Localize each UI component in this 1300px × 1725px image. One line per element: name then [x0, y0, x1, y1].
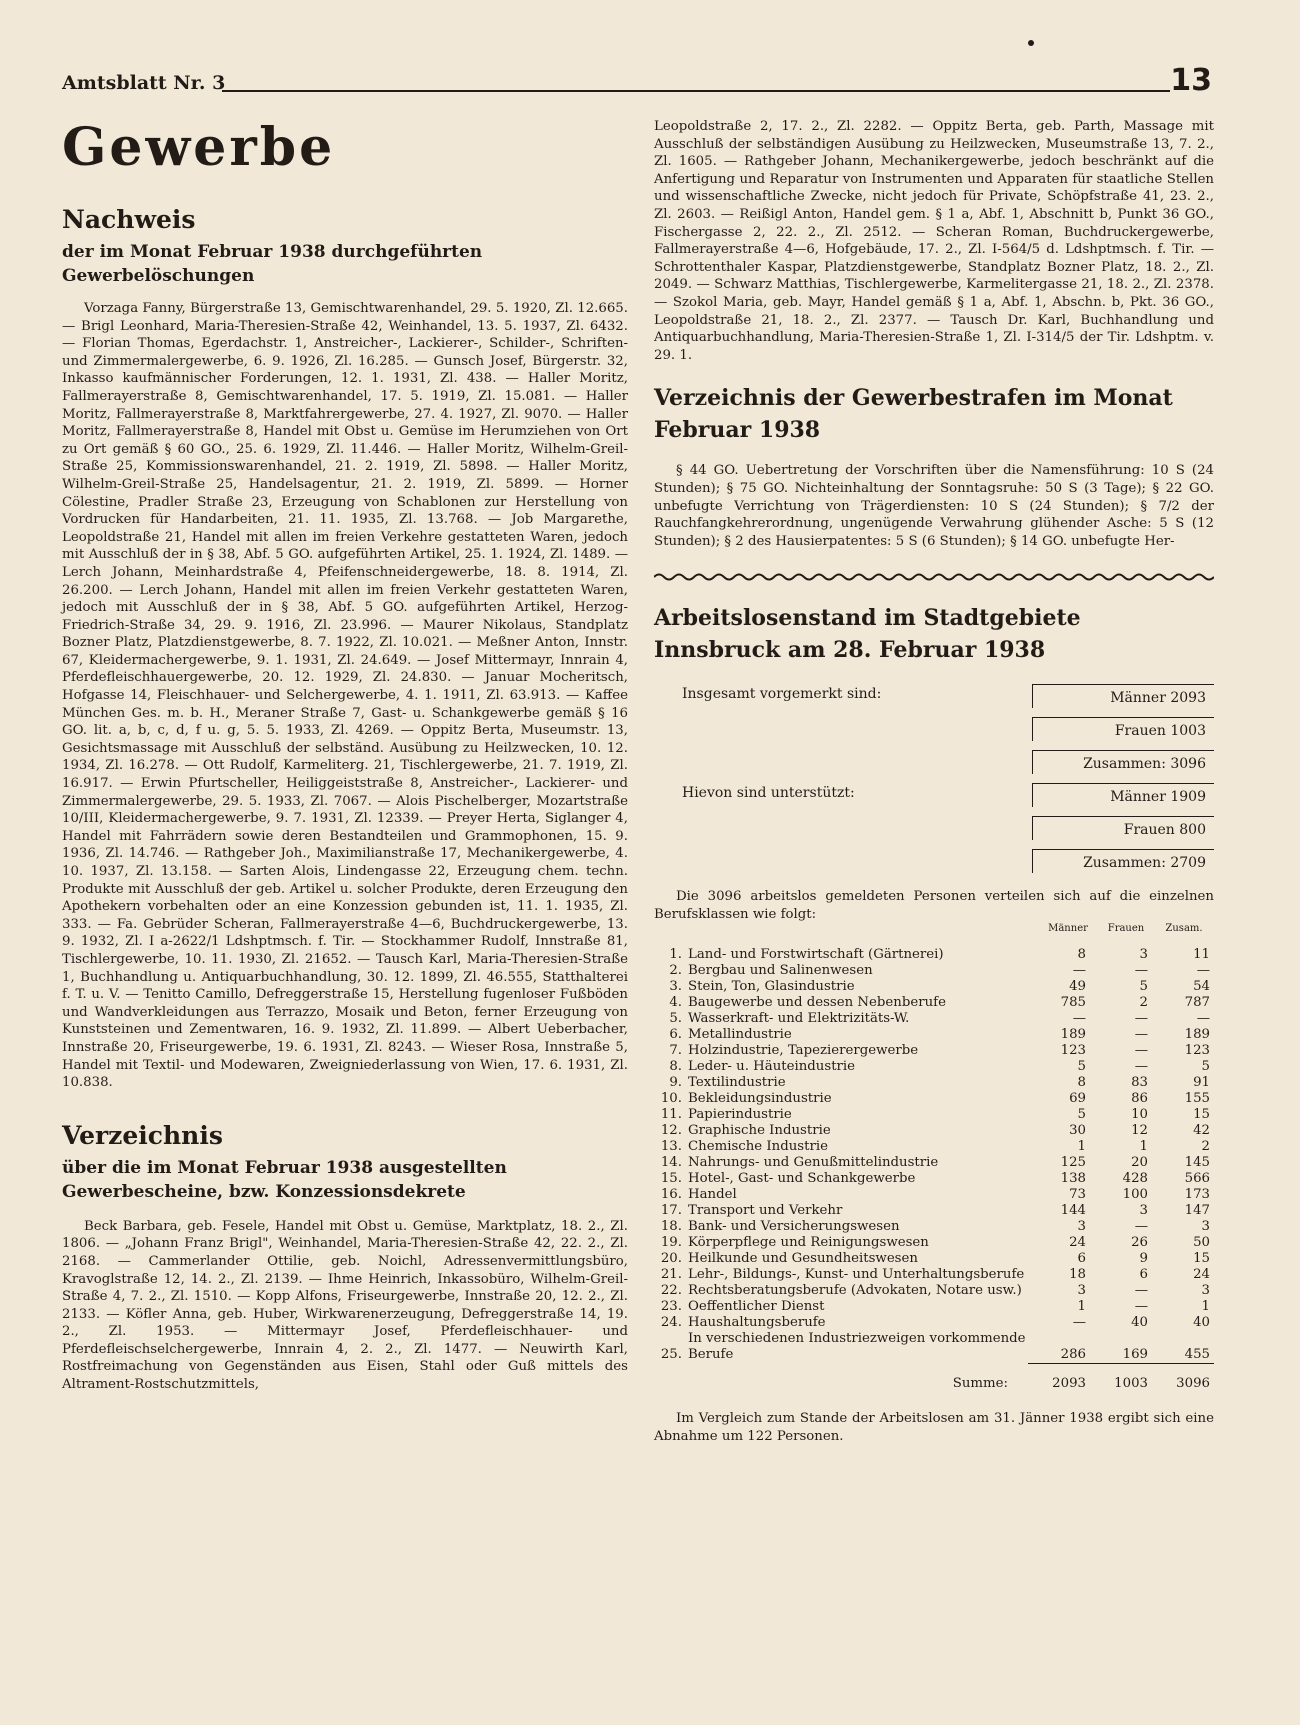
row-label: Bergbau und Salinenwesen: [688, 963, 873, 979]
sum-label: Summe:: [952, 1375, 1008, 1391]
row-men: 1: [1077, 1139, 1086, 1155]
penalties-text: § 44 GO. Uebertretung der Vorschriften über die Namensführung: 10 S (24 Stunden); § 75 GO. Nichteinhaltung der Sonntagsruhe: 50 S (3 Tage); § 22 GO. unbefugte Verrichtung von Trägerdiensten: 10 S (24 Stunden); § 7/2 der Rauchfangkehrerordnung, ungenügende Verwahrung glühender Asche: 5 S (12 Stunden); § 2 des Hausierpatentes: 5 S (6 Stunden); § 14 GO. unbefugte Her-: [654, 463, 1214, 549]
row-women: 10: [1131, 1107, 1148, 1123]
row-sum: 42: [1193, 1123, 1210, 1139]
totals-block: [654, 682, 1214, 880]
row-number: 16.: [660, 1187, 682, 1203]
table-row: [654, 1283, 1214, 1299]
row-label: Holzindustrie, Tapezierergewerbe: [688, 1043, 919, 1059]
row-label: Nahrungs- und Genußmittelindustrie: [688, 1155, 939, 1171]
row-number: 24.: [660, 1315, 682, 1331]
column-headers: [654, 923, 1214, 943]
row-number: 1.: [669, 947, 682, 963]
row-men: 8: [1077, 1075, 1086, 1091]
licenses-text-continued: Leopoldstraße 2, 17. 2., Zl. 2282. — Oppitz Berta, geb. Parth, Massage mit Ausschluß der selbständigen Ausübung zu Heilzwecken, Museumstraße 13, 7. 2., Zl. 1605. — Rathgeber Johann, Mechanikergewerbe, jedoch beschränkt auf die Anfertigung und Reparatur von Instrumenten und Apparaten für staatliche Stellen und wissenschaftliche Zwecke, nicht jedoch für Private, Schöpfstraße 41, 23. 2., Zl. 2603. — Reißigl Anton, Handel gem. § 1 a, Abf. 1, Abschnitt b, Punkt 36 GO., Fischergasse 2, 22. 2., Zl. 2512. — Scheran Roman, Buchdruckergewerbe, Fallmerayerstraße 4—6, Hofgebäude, 17. 2., Zl. I-564/5 d. Ldshptmsch. f. Tir. — Schrottenthaler Kaspar, Platzdienstgewerbe, Standplatz Bozner Platz, 18. 2., Zl. 2049. — Schwarz Matthias, Tischlergewerbe, Karmelitergasse 21, 18. 2., Zl. 2378. — Szokol Maria, geb. Mayr, Handel gemäß § 1 a, Abf. 1, Abschn. b, Pkt. 36 GO., Leopoldstraße 21, 18. 2., Zl. 2377. — Tausch Dr. Karl, Buchhandlung und Antiquarbuchhandlung, Maria-Theresien-Straße 1, Zl. I-314/5 der Tir. Ldshptm. v. 29. 1.: [654, 119, 1214, 363]
row-women: 428: [1122, 1171, 1148, 1187]
row-label: Bank- und Versicherungswesen: [688, 1219, 900, 1235]
wavy-divider: [654, 572, 1214, 582]
licenses-subtitle: über die im Monat Februar 1938 ausgestellten Gewerbescheine, bzw. Konzessionsdekrete: [62, 1157, 507, 1202]
row-label: Rechtsberatungsberufe (Advokaten, Notare usw.): [688, 1283, 1022, 1299]
sum-row: [654, 1363, 1214, 1392]
row-women: 2: [1139, 995, 1148, 1011]
table-row: [654, 1123, 1214, 1139]
table-row: [654, 1139, 1214, 1155]
row-label: Heilkunde und Gesundheitswesen: [688, 1251, 918, 1267]
col-men: Männer: [1048, 923, 1088, 935]
row-women: —: [1134, 1299, 1148, 1315]
table-row: [654, 1203, 1214, 1219]
row-label: Bekleidungsindustrie: [688, 1091, 832, 1107]
row-label: Wasserkraft- und Elektrizitäts-W.: [688, 1011, 910, 1027]
table-row: [654, 1107, 1214, 1123]
row-label: Metallindustrie: [688, 1027, 792, 1043]
table-row: [654, 1219, 1214, 1235]
row-women: 100: [1122, 1187, 1148, 1203]
row-men: 73: [1069, 1187, 1086, 1203]
row-label: Graphische Industrie: [688, 1123, 831, 1139]
row-number: 22.: [660, 1283, 682, 1299]
row-number: 10.: [660, 1091, 682, 1107]
licenses-text: Beck Barbara, geb. Fesele, Handel mit Obst u. Gemüse, Marktplatz, 18. 2., Zl. 1806. — „Johann Franz Brigl", Weinhandel, Maria-Theresien-Straße 42, 22. 2., Zl. 2168. — Cammerlander Ottilie, geb. Noichl, Adressenvermittlungsbüro, Kravoglstraße 12, 14. 2., Zl. 2139. — Ihme Heinrich, Inkassobüro, Wilhelm-Greil-Straße 4, 7. 2., Zl. 1510. — Kopp Alfons, Friseurgewerbe, Innstraße 20, 12. 2., Zl. 2133. — Köfler Anna, geb. Huber, Wirkwarenerzeugung, Defreggerstraße 14, 19. 2., Zl. 1953. — Mittermayr Josef, Pferdefleischhauer- und Pferdefleischselchergewerbe, Innrain 4, 2. 2., Zl. 1477. — Neuwirth Karl, Rostfreimachung von Gegenständen aus Eisen, Stahl oder Guß mittels des Altrament-Rostschutzmittels,: [62, 1218, 628, 1393]
licenses-title: Verzeichnis: [62, 1120, 223, 1150]
sum-men: 2093: [1028, 1363, 1090, 1392]
row-number: 20.: [660, 1251, 682, 1267]
table-row: [654, 1171, 1214, 1187]
row-sum: 2: [1201, 1139, 1210, 1155]
deletions-text: Vorzaga Fanny, Bürgerstraße 13, Gemischtwarenhandel, 29. 5. 1920, Zl. 12.665. — Brigl Leonhard, Maria-Theresien-Straße 42, Weinhandel, 13. 5. 1937, Zl. 6432. — Florian Thomas, Egerdachstr. 1, Anstreicher-, Lackierer-, Schilder-, Schriften- und Zimmermalergewerbe, 6. 9. 1926, Zl. 16.285. — Gunsch Josef, Bürgerstr. 32, Inkasso kaufmännischer Forderungen, 12. 1. 1931, Zl. 438. — Haller Moritz, Fallmerayerstraße 8, Gemischtwarenhandel, 17. 5. 1919, Zl. 15.081. — Haller Moritz, Fallmerayerstraße 8, Marktfahrergewerbe, 27. 4. 1927, Zl. 9070. — Haller Moritz, Fallmerayerstraße 8, Handel mit Obst u. Gemüse im Herumziehen von Ort zu Ort gemäß § 60 GO., 25. 6. 1929, Zl. 11.446. — Haller Moritz, Wilhelm-Greil-Straße 25, Kommissionswarenhandel, 21. 2. 1919, Zl. 5898. — Haller Moritz, Wilhelm-Greil-Straße 25, Handelsagentur, 21. 2. 1919, Zl. 5899. — Horner Cölestine, Pradler Straße 23, Erzeugung von Schablonen zur Herstellung von Vordrucken für Handarbeiten, 21. 11. 1935, Zl. 13.768. — Job Margarethe, Leopoldstraße 21, Handel mit allen im freien Verkehre gestatteten Waren, jedoch mit Ausschluß der in § 38, Abf. 5 GO. aufgeführten Artikel, 25. 1. 1924, Zl. 1489. — Lerch Johann, Meinhardstraße 4, Pfeifenschneidergewerbe, 18. 8. 1914, Zl. 26.200. — Lerch Johann, Handel mit allen im freien Verkehr gestatteten Waren, jedoch mit Ausschluß der in § 38, Abf. 5 GO. aufgeführten Artikel, Herzog-Friedrich-Straße 34, 29. 9. 1916, Zl. 23.996. — Maurer Nikolaus, Standplatz Bozner Platz, Platzdienstgewerbe, 8. 7. 1922, Zl. 10.021. — Meßner Anton, Innstr. 67, Kleidermachergewerbe, 9. 1. 1931, Zl. 24.649. — Josef Mittermayr, Innrain 4, Pferdefleischhauergewerbe, 20. 12. 1929, Zl. 24.830. — Januar Mocheritsch, Hofgasse 14, Fleischhauer- und Selchergewerbe, 4. 1. 1911, Zl. 63.913. — Kaffee München Ges. m. b. H., Meraner Straße 7, Gast- u. Schankgewerbe gemäß § 16 GO. lit. a, b, c, d, f u. g, 5. 5. 1933, Zl. 4269. — Oppitz Berta, Museumstr. 13, Gesichtsmassage mit Ausschluß der selbständ. Ausübung zu Heilzwecken, 10. 12. 1934, Zl. 16.278. — Ott Rudolf, Karmeliterg. 21, Tischlergewerbe, 21. 7. 1919, Zl. 16.917. — Erwin Pfurtscheller, Heiliggeiststraße 8, Anstreicher-, Lackierer- und Zimmermalergewerbe, 29. 5. 1933, Zl. 7067. — Alois Pischelberger, Mozartstraße 10/III, Kleidermachergewerbe, 9. 7. 1931, Zl. 12339. — Preyer Herta, Siglanger 4, Handel mit Fahrrädern sowie deren Bestandteilen und Grammophonen, 15. 9. 1936, Zl. 14.746. — Rathgeber Joh., Maximilianstraße 17, Mechanikergewerbe, 4. 10. 1937, Zl. 13.158. — Sarten Alois, Lindengasse 22, Erzeugung chem. techn. Produkte mit Ausschluß der geb. Artikel u. solcher Produkte, deren Erzeugung den Apothekern vorbehalten oder an eine Konzession gebunden ist, 11. 1. 1935, Zl. 333. — Fa. Gebrüder Scheran, Fallmerayerstraße 4—6, Buchdruckergewerbe, 13. 9. 1932, Zl. I a-2622/1 Ldshptmsch. f. Tir. — Stockhammer Rudolf, Innstraße 81, Tischlergewerbe, 10. 11. 1930, Zl. 21652. — Tausch Karl, Maria-Theresien-Straße 1, Buchhandlung u. Antiquarbuchhandlung, 30. 12. 1899, Zl. 46.555, Statthalterei f. T. u. V. — Tenitto Camillo, Defreggerstraße 15, Herstellung fugenloser Fußböden und Wandverkleidungen aus Terrazzo, Mosaik und Beton, ferner Erzeugung von Kunststeinen und Zementwaren, 16. 9. 1932, Zl. 11.899. — Albert Ueberbacher, Innstraße 20, Friseurgewerbe, 19. 6. 1931, Zl. 8243. — Wieser Rosa, Innstraße 5, Handel mit Textil- und Modewaren, Zweigniederlassung von Wien, 17. 6. 1931, Zl. 10.838.: [62, 301, 628, 1091]
table-row: [654, 1043, 1214, 1059]
supported-women: Frauen 800: [1032, 816, 1214, 840]
row-sum: 50: [1193, 1235, 1210, 1251]
occupation-table: [654, 947, 1214, 1392]
row-label: Leder- u. Häuteindustrie: [688, 1059, 856, 1075]
table-row: [654, 1027, 1214, 1043]
row-women: —: [1134, 963, 1148, 979]
row-number: 4.: [669, 995, 682, 1011]
supported-men: Männer 1909: [1032, 783, 1214, 807]
row-number: 15.: [660, 1171, 682, 1187]
row-sum: 155: [1184, 1091, 1210, 1107]
row-number: 21.: [660, 1267, 682, 1283]
row-label: Stein, Ton, Glasindustrie: [688, 979, 855, 995]
sum-women: 1003: [1090, 1363, 1152, 1392]
col-sum: Zusam.: [1165, 923, 1203, 935]
left-column: [62, 118, 628, 1394]
table-row: [654, 1059, 1214, 1075]
total-label: Insgesamt vorgemerkt sind:: [682, 686, 882, 703]
row-sum: 24: [1193, 1267, 1210, 1283]
row-women: 40: [1131, 1315, 1148, 1331]
row-men: 5: [1077, 1059, 1086, 1075]
table-row: [654, 1251, 1214, 1267]
row-sum: 189: [1184, 1027, 1210, 1043]
row-label: Papierindustrie: [688, 1107, 792, 1123]
table-row: [654, 1235, 1214, 1251]
penalties-title: Verzeichnis der Gewerbestrafen im Monat Februar 1938: [654, 385, 1173, 444]
row-sum: 173: [1184, 1187, 1210, 1203]
row-women: —: [1134, 1043, 1148, 1059]
row-men: 8: [1077, 947, 1086, 963]
table-row: [654, 1011, 1214, 1027]
row-number: 9.: [669, 1075, 682, 1091]
row-label: Körperpflege und Reinigungswesen: [688, 1235, 929, 1251]
row-sum: 91: [1193, 1075, 1210, 1091]
total-men: Männer 2093: [1032, 684, 1214, 708]
row-label: Hotel-, Gast- und Schankgewerbe: [688, 1171, 916, 1187]
row-men: 189: [1060, 1027, 1086, 1043]
row-number: 13.: [660, 1139, 682, 1155]
total-sum: Zusammen: 3096: [1032, 750, 1214, 774]
row-women: 3: [1139, 947, 1148, 963]
table-row: [654, 1075, 1214, 1091]
row-men: 286: [1060, 1346, 1086, 1362]
distribution-text: Die 3096 arbeitslos gemeldeten Personen verteilen sich auf die einzelnen Berufsklassen wie folgt:: [654, 889, 1214, 922]
row-women: —: [1134, 1011, 1148, 1027]
row-women: 20: [1131, 1155, 1148, 1171]
row-number: 6.: [669, 1027, 682, 1043]
row-label: Handel: [688, 1187, 737, 1203]
table-row: [654, 979, 1214, 995]
row-women: —: [1134, 1283, 1148, 1299]
row-men: —: [1072, 1315, 1086, 1331]
row-number: 18.: [660, 1219, 682, 1235]
row-men: 138: [1060, 1171, 1086, 1187]
row-sum: 1: [1201, 1299, 1210, 1315]
row-number: 23.: [660, 1299, 682, 1315]
row-number: 19.: [660, 1235, 682, 1251]
row-men: 24: [1069, 1235, 1086, 1251]
ink-dot: [1028, 40, 1034, 46]
row-label: Lehr-, Bildungs-, Kunst- und Unterhaltungsberufe: [688, 1267, 1025, 1283]
row-label: Haushaltungsberufe: [688, 1315, 826, 1331]
row-women: —: [1134, 1027, 1148, 1043]
row-label: Textilindustrie: [688, 1075, 786, 1091]
table-row: [654, 1155, 1214, 1171]
row-label: Oeffentlicher Dienst: [688, 1299, 825, 1315]
total-women: Frauen 1003: [1032, 717, 1214, 741]
row-sum: —: [1196, 963, 1210, 979]
row-number: 25.: [660, 1347, 682, 1363]
row-women: 1: [1139, 1139, 1148, 1155]
table-row: [654, 963, 1214, 979]
row-sum: 123: [1184, 1043, 1210, 1059]
row-sum: 566: [1184, 1171, 1210, 1187]
col-women: Frauen: [1107, 923, 1145, 935]
row-men: 1: [1077, 1299, 1086, 1315]
supported-sum: Zusammen: 2709: [1032, 849, 1214, 873]
row-number: 2.: [669, 963, 682, 979]
header-rule: [222, 90, 1170, 92]
row-label: Land- und Forstwirtschaft (Gärtnerei): [688, 947, 944, 963]
main-title: Gewerbe: [62, 117, 336, 178]
row-sum: 15: [1193, 1107, 1210, 1123]
row-women: 5: [1139, 979, 1148, 995]
row-number: 12.: [660, 1123, 682, 1139]
row-sum: 3: [1201, 1219, 1210, 1235]
right-column: [654, 118, 1214, 1458]
row-number: 14.: [660, 1155, 682, 1171]
row-women: 86: [1131, 1091, 1148, 1107]
table-row: [654, 947, 1214, 963]
comparison-text: Im Vergleich zum Stande der Arbeitslosen am 31. Jänner 1938 ergibt sich eine Abnahme um 122 Personen.: [654, 1410, 1214, 1444]
row-number: 7.: [669, 1043, 682, 1059]
row-men: 69: [1069, 1091, 1086, 1107]
row-women: 6: [1139, 1267, 1148, 1283]
row-women: 12: [1131, 1123, 1148, 1139]
row-men: 18: [1069, 1267, 1086, 1283]
table-row: [654, 1315, 1214, 1331]
supported-label: Hievon sind unterstützt:: [682, 785, 855, 802]
row-number: 8.: [669, 1059, 682, 1075]
row-number: 3.: [669, 979, 682, 995]
header-title: Amtsblatt Nr. 3: [62, 72, 226, 94]
table-row: [654, 995, 1214, 1011]
row-sum: 5: [1201, 1059, 1210, 1075]
row-sum: —: [1196, 1011, 1210, 1027]
row-sum: 787: [1184, 995, 1210, 1011]
page-number: 13: [1170, 63, 1212, 98]
row-men: —: [1072, 1011, 1086, 1027]
row-men: 6: [1077, 1251, 1086, 1267]
row-men: 125: [1060, 1155, 1086, 1171]
table-row: [654, 1267, 1214, 1283]
row-sum: 455: [1184, 1346, 1210, 1362]
row-women: 3: [1139, 1203, 1148, 1219]
table-row: [654, 1091, 1214, 1107]
row-sum: 54: [1193, 979, 1210, 995]
row-men: 3: [1077, 1283, 1086, 1299]
row-women: 169: [1122, 1346, 1148, 1362]
row-number: 11.: [660, 1107, 682, 1123]
row-label: Transport und Verkehr: [688, 1203, 843, 1219]
row-women: 9: [1139, 1251, 1148, 1267]
row-sum: 15: [1193, 1251, 1210, 1267]
row-men: 30: [1069, 1123, 1086, 1139]
page-header: [62, 60, 1212, 100]
row-men: 144: [1060, 1203, 1086, 1219]
row-label: In verschiedenen Industriezweigen vorkommende Berufe: [688, 1331, 1026, 1363]
row-number: 5.: [669, 1011, 682, 1027]
row-women: —: [1134, 1219, 1148, 1235]
row-women: 26: [1131, 1235, 1148, 1251]
row-men: —: [1072, 963, 1086, 979]
row-women: 83: [1131, 1075, 1148, 1091]
row-sum: 40: [1193, 1315, 1210, 1331]
deletions-title: Nachweis: [62, 205, 196, 234]
row-men: 3: [1077, 1219, 1086, 1235]
table-row: [654, 1187, 1214, 1203]
row-sum: 145: [1184, 1155, 1210, 1171]
row-sum: 147: [1184, 1203, 1210, 1219]
row-women: —: [1134, 1059, 1148, 1075]
row-sum: 11: [1193, 947, 1210, 963]
sum-total: 3096: [1152, 1363, 1214, 1392]
row-men: 785: [1060, 995, 1086, 1011]
unemployment-title: Arbeitslosenstand im Stadtgebiete Innsbruck am 28. Februar 1938: [654, 605, 1081, 664]
table-row: [654, 1299, 1214, 1315]
row-men: 5: [1077, 1107, 1086, 1123]
row-men: 49: [1069, 979, 1086, 995]
row-number: 17.: [660, 1203, 682, 1219]
deletions-subtitle: der im Monat Februar 1938 durchgeführten Gewerbelöschungen: [62, 242, 483, 286]
row-label: Chemische Industrie: [688, 1139, 828, 1155]
row-men: 123: [1060, 1043, 1086, 1059]
row-label: Baugewerbe und dessen Nebenberufe: [688, 995, 946, 1011]
row-sum: 3: [1201, 1283, 1210, 1299]
table-row: [654, 1331, 1214, 1363]
